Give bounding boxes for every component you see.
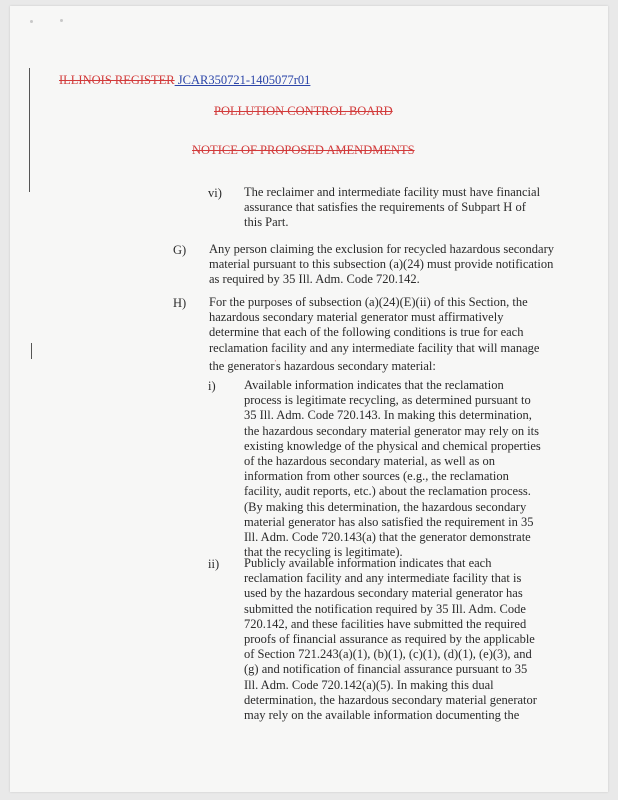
register-inserted-text: JCAR350721-1405077r01 xyxy=(174,73,311,87)
struck-apostrophe: ' xyxy=(274,358,276,367)
change-bar xyxy=(29,68,30,192)
item-text-G: Any person claiming the exclusion for recycled hazardous secondary material pursuant to this subsection (a)(24) must provide notification as required by 35 Ill. Adm. Code 720.142. xyxy=(209,242,555,287)
item-text-H-part2: s hazardous secondary material: xyxy=(275,358,436,373)
item-label-H: H) xyxy=(173,296,187,310)
scan-speck xyxy=(60,19,63,22)
notice-header: NOTICE OF PROPOSED AMENDMENTS xyxy=(192,143,415,157)
item-label-vi: vi) xyxy=(208,186,222,200)
item-text-i: Available information indicates that the reclamation process is legitimate recycling, as determined pursuant to 35 Ill. Adm. Code 720.143. In making this determination, the hazardous secondary material generator may rely on its existing knowledge of the physical and chemical properties of the hazardous secondary material, as well as on information from other sources (e.g., the reclamation facility, audit reports, etc.) about the reclamation process. (By making this determination, the hazardous secondary material generator has also satisfied the requirement in 35 Ill. Adm. Code 720.143(a) that the generator demonstrate that the recycling is legitimate). xyxy=(244,378,541,560)
item-label-i: i) xyxy=(208,379,216,393)
item-text-H xyxy=(209,295,554,374)
change-bar xyxy=(31,343,32,359)
board-header: POLLUTION CONTROL BOARD xyxy=(214,104,393,118)
item-text-H-part1: For the purposes of subsection (a)(24)(E)(ii) of this Section, the hazardous secondary material generator must affirmatively determine that each of the following conditions is true for each reclamation facility and any intermediate facility that will manage the generator xyxy=(209,295,540,373)
item-label-ii: ii) xyxy=(208,557,220,571)
item-text-ii: Publicly available information indicates that each reclamation facility and any intermediate facility that is used by the hazardous secondary material generator has submitted the notification required by 35 Ill. Adm. Code 720.142, and these facilities have submitted the required proofs of financial assurance as required by the applicable of Section 721.243(a)(1), (b)(1), (c)(1), (d)(1), (e)(3), and (g) and notification of financial assurance pursuant to 35 Ill. Adm. Code 720.142(a)(5). In making this dual determination, the hazardous secondary material generator may rely on the available information documenting the xyxy=(244,556,537,723)
scan-speck xyxy=(30,20,33,23)
document-page xyxy=(10,6,608,792)
register-struck-text: ILLINOIS REGISTER xyxy=(59,73,175,87)
item-text-vi: The reclaimer and intermediate facility must have financial assurance that satisfies the requirements of Subpart H of this Part. xyxy=(244,185,541,230)
item-label-G: G) xyxy=(173,243,187,257)
register-header xyxy=(59,73,310,88)
